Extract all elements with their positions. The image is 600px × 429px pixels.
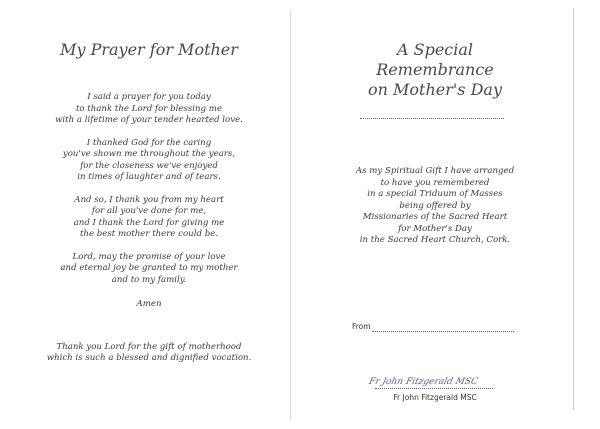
amen-text: Amen (136, 299, 162, 309)
from-label: From (352, 322, 371, 331)
remembrance-body (340, 166, 530, 247)
stanza-line: to thank the Lord for blessing me (75, 103, 223, 114)
body-line: in the Sacred Heart Church, Cork. (359, 235, 511, 245)
closing-line: Thank you Lord for the gift of motherhood (56, 341, 242, 352)
from-row (352, 322, 522, 331)
stanza-line: with a lifetime of your tender hearted love. (55, 115, 243, 125)
prayer-stanza-4 (38, 252, 260, 287)
prayer-amen (38, 299, 260, 311)
prayer-stanza-2 (38, 138, 260, 184)
stanza-line: and eternal joy be granted to my mother (60, 263, 238, 273)
from-dotted-line (372, 331, 514, 332)
prayer-stanza-3 (38, 195, 260, 241)
stanza-line: in times of laughter and of tears. (77, 172, 221, 182)
signature-dotted-line (375, 388, 493, 389)
signature-script: Fr John Fitzgerald MSC (368, 377, 479, 387)
remembrance-panel (340, 40, 530, 247)
prayer-stanza-1 (38, 92, 260, 127)
body-line: for Mother's Day (398, 223, 472, 234)
stanza-line: for all you've done for me, (91, 206, 207, 216)
title-line: on Mother's Day (368, 80, 502, 99)
prayer-closing (38, 342, 260, 365)
stanza-line: I thanked God for the caring (86, 137, 212, 148)
stanza-line: and to my family. (111, 274, 187, 285)
signature-label: Fr John Fitzgerald MSC (393, 393, 477, 402)
card-right-edge (573, 8, 574, 410)
body-line: Missionaries of the Sacred Heart (362, 212, 508, 222)
stanza-line: the best mother there could be. (79, 229, 219, 239)
body-line: to have you remembered (380, 177, 490, 188)
remembrance-title (340, 40, 530, 100)
stanza-line: you've shown me throughout the years, (62, 149, 236, 159)
body-line: being offered by (399, 200, 471, 211)
card-fold-line (290, 10, 291, 420)
name-dotted-line (360, 118, 504, 119)
stanza-line: And so, I thank you from my heart (74, 194, 224, 205)
stanza-line: for the closeness we've enjoyed (80, 160, 218, 171)
body-line: As my Spiritual Gift I have arranged (355, 166, 515, 176)
closing-line: which is such a blessed and dignified vocation. (46, 353, 252, 363)
body-line: in a special Triduum of Masses (367, 189, 503, 199)
prayer-title: My Prayer for Mother (60, 40, 238, 59)
stanza-line: I said a prayer for you today (87, 92, 211, 102)
title-line: A Special Remembrance (376, 40, 494, 79)
stanza-line: Lord, may the promise of your love (72, 251, 226, 262)
prayer-panel (38, 40, 260, 365)
stanza-line: and I thank the Lord for giving me (73, 217, 225, 228)
